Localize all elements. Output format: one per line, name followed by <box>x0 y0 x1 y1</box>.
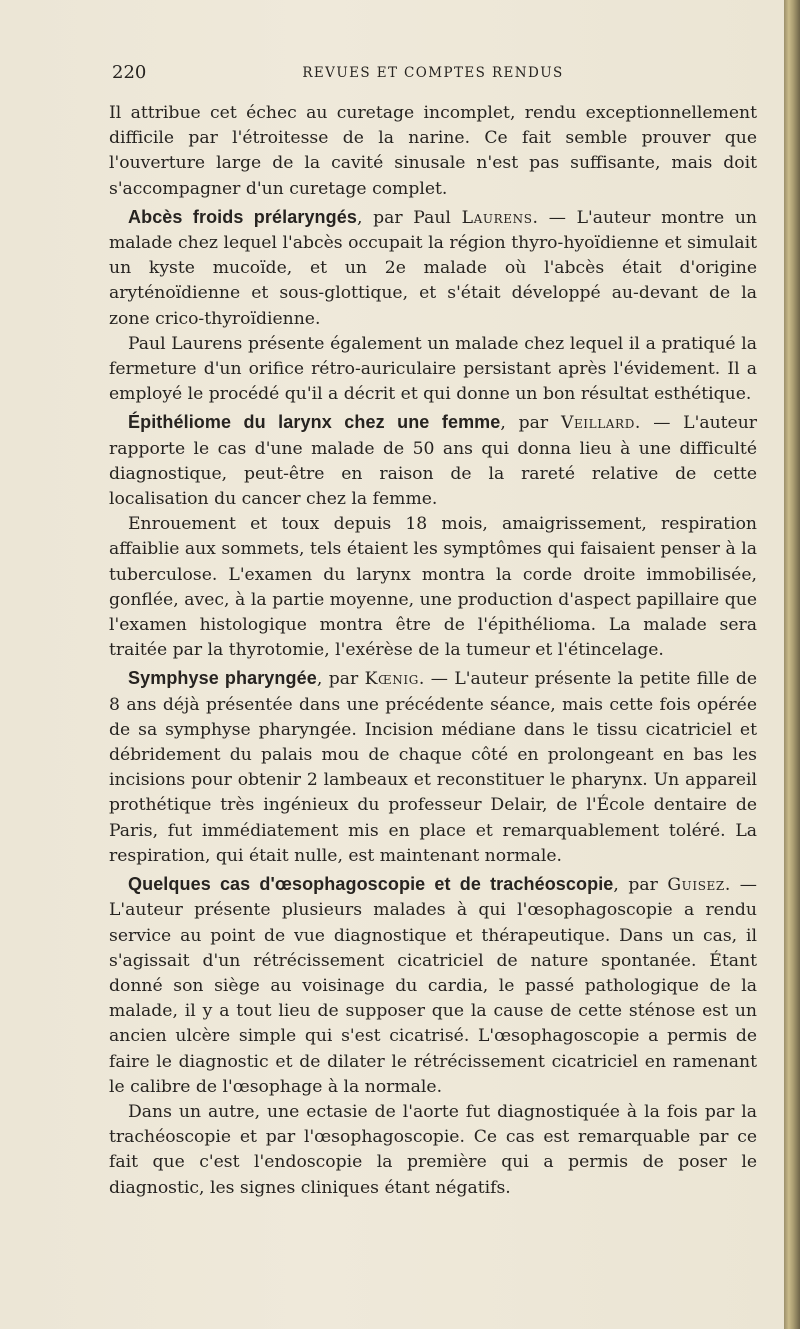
byline: , par <box>500 413 561 434</box>
section-heading: Symphyse pharyngée <box>128 668 317 689</box>
byline: , par Paul <box>356 207 462 228</box>
book-edge <box>784 0 800 1329</box>
running-title: REVUES ET COMPTES RENDUS <box>302 65 564 81</box>
section-epitheliome <box>109 410 757 512</box>
byline: , par <box>316 669 365 690</box>
author-name: Kœnig <box>364 669 419 690</box>
section-oesophagoscopie <box>109 872 757 1100</box>
section-text: . — L'auteur rapporte le cas d'une malade de 50 ans qui donna lieu à une difficulté diagnostique, peut-être en raison de la rareté relative de cette localisation du cancer chez la femme. <box>109 413 757 510</box>
section-text: . — L'auteur présente plusieurs malades à qui l'œsophagoscopie a rendu service au point de vue diagnostique et thérapeutique. Dans un cas, il s'agissait d'un rétrécissement cicatriciel de nature spontanée. Étant donné son siège au voisinage du cardia, le passé pathologique de la malade, il y a tout lieu de supposer que la cause de cette sténose est un ancien ulcère simple qui s'est cicatrisé. L'œsophagoscopie a permis de faire le diagnostic et de dilater le rétrécissement cicatriciel en ramenant le calibre de l'œsophage à la normale. <box>109 875 757 1097</box>
paragraph: Paul Laurens présente également un malade chez lequel il a pratiqué la fermeture d'un orifice rétro-auriculaire persistant après l'évidement. Il a employé le procédé qu'il a décrit et qui donne un bon résultat esthétique. <box>109 333 757 405</box>
section-heading: Épithéliome du larynx chez une femme <box>128 412 501 433</box>
section-text: . — L'auteur présente la petite fille de 8 ans déjà présentée dans une précédente séance, mais cette fois opérée de sa symphyse pharyngée. Incision médiane dans le tissu cicatriciel et débridement du palais mou de chaque côté en prolongeant en bas les incisions pour obtenir 2 lambeaux et reconstituer le pharynx. Un appareil prothétique très ingénieux du professeur Delair, de l'École dentaire de Paris, fut immédiatement mis en place et remarquablement toléré. La respiration, qui était nulle, est maintenant normale. <box>109 669 758 866</box>
page-number: 220 <box>112 62 147 83</box>
byline: , par <box>613 875 668 896</box>
section-symphyse <box>109 666 757 869</box>
section-abces-froids <box>109 205 757 332</box>
author-name: Laurens <box>461 207 533 228</box>
page-header <box>108 62 758 84</box>
paragraph: Dans un autre, une ectasie de l'aorte fut diagnostiquée à la fois par la trachéoscopie et par l'œsophagoscopie. Ce cas est remarquable par ce fait que c'est l'endoscopie la première qui a permis de poser le diagnostic, les signes cliniques étant négatifs. <box>109 1101 757 1198</box>
paragraph: Il attribue cet échec au curetage incomplet, rendu exceptionnellement difficile par l'étroitesse de la narine. Ce fait semble prouver que l'ouverture large de la cavité sinusale n'est pas suffisante, mais doit s'accompagner d'un curetage complet. <box>109 103 757 199</box>
section-heading: Quelques cas d'œsophagoscopie et de trachéoscopie <box>128 874 614 895</box>
page-body <box>109 101 757 1201</box>
author-name: Veillard <box>560 413 635 434</box>
author-name: Guisez <box>667 875 725 896</box>
section-text: . — L'auteur montre un malade chez lequel l'abcès occupait la région thyro-hyoïdienne et simulait un kyste mucoïde, et un 2e malade où l'abcès était d'origine aryténoïdienne et sous-glottique, et s'était développé au-devant de la zone crico-thyroïdienne. <box>109 207 757 329</box>
paragraph: Enrouement et toux depuis 18 mois, amaigrissement, respiration affaiblie aux sommets, tels étaient les symptômes qui faisaient penser à la tuberculose. L'examen du larynx montra la corde droite immobilisée, gonflée, avec, à la partie moyenne, une production d'aspect papillaire que l'examen histologique montra être de l'épithélioma. La malade sera traitée par la thyrotomie, l'exérèse de la tumeur et l'étincelage. <box>109 514 757 661</box>
section-heading: Abcès froids prélaryngés <box>128 206 357 227</box>
